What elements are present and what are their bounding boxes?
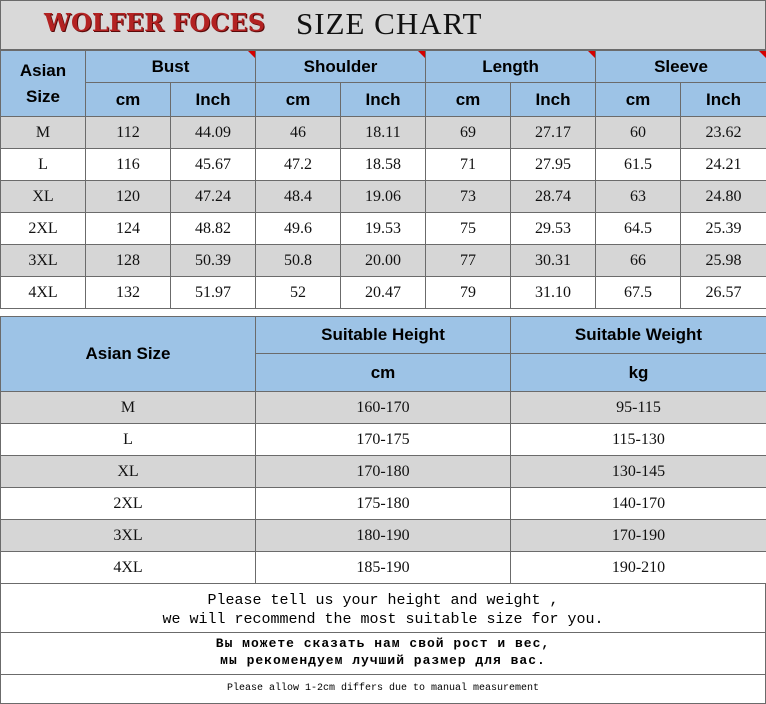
table-row [1, 392, 766, 424]
weight-unit-header: kg [511, 354, 766, 392]
value-cell: 25.39 [681, 213, 766, 245]
table-row [1, 117, 766, 149]
value-cell: 27.95 [511, 149, 596, 181]
weight-cell: 115-130 [511, 424, 766, 456]
weight-cell: 140-170 [511, 488, 766, 520]
value-cell: 67.5 [596, 277, 681, 309]
page-title: SIZE CHART [296, 6, 483, 41]
value-cell: 48.4 [256, 181, 341, 213]
value-cell: 60 [596, 117, 681, 149]
height-cell: 170-175 [256, 424, 511, 456]
value-cell: 24.21 [681, 149, 766, 181]
value-cell: 45.67 [171, 149, 256, 181]
value-cell: 71 [426, 149, 511, 181]
size-cell: 3XL [1, 520, 256, 552]
disclaimer-note: Please allow 1-2cm differs due to manual measurement [226, 683, 540, 694]
value-cell: 18.58 [341, 149, 426, 181]
value-cell: 24.80 [681, 181, 766, 213]
weight-cell: 95-115 [511, 392, 766, 424]
value-cell: 124 [86, 213, 171, 245]
value-cell: 25.98 [681, 245, 766, 277]
value-cell: 47.24 [171, 181, 256, 213]
disclaimer-divider [0, 674, 766, 675]
value-cell: 66 [596, 245, 681, 277]
value-cell: 28.74 [511, 181, 596, 213]
unit-header: cm [596, 83, 681, 117]
value-cell: 64.5 [596, 213, 681, 245]
size-cell: L [1, 149, 86, 181]
weight-cell: 130-145 [511, 456, 766, 488]
asian-size-label: Asian Size [19, 60, 67, 106]
value-cell: 116 [86, 149, 171, 181]
shoulder-header: Shoulder [256, 51, 426, 83]
size-cell: 2XL [1, 213, 86, 245]
height-cell: 175-180 [256, 488, 511, 520]
value-cell: 69 [426, 117, 511, 149]
value-cell: 50.8 [256, 245, 341, 277]
note-russian-line1: Вы можете сказать нам свой рост и вес, [215, 636, 551, 651]
table-row [1, 520, 766, 552]
value-cell: 79 [426, 277, 511, 309]
size-cell: 2XL [1, 488, 256, 520]
table-row [1, 552, 766, 584]
value-cell: 18.11 [341, 117, 426, 149]
size-cell: M [1, 392, 256, 424]
value-cell: 51.97 [171, 277, 256, 309]
value-cell: 19.53 [341, 213, 426, 245]
brand-logo: WOLFER FOCES [44, 8, 266, 37]
size-cell: M [1, 117, 86, 149]
value-cell: 30.31 [511, 245, 596, 277]
fit-size-header: Asian Size [1, 317, 256, 392]
value-cell: 48.82 [171, 213, 256, 245]
size-cell: XL [1, 456, 256, 488]
height-cell: 185-190 [256, 552, 511, 584]
value-cell: 29.53 [511, 213, 596, 245]
size-cell: 4XL [1, 277, 86, 309]
height-cell: 180-190 [256, 520, 511, 552]
size-cell: XL [1, 181, 86, 213]
height-cell: 170-180 [256, 456, 511, 488]
suitable-height-header: Suitable Height [256, 317, 511, 354]
value-cell: 63 [596, 181, 681, 213]
unit-header: cm [426, 83, 511, 117]
value-cell: 120 [86, 181, 171, 213]
table-row [1, 488, 766, 520]
height-cell: 160-170 [256, 392, 511, 424]
value-cell: 46 [256, 117, 341, 149]
unit-header: cm [86, 83, 171, 117]
unit-header: Inch [171, 83, 256, 117]
value-cell: 112 [86, 117, 171, 149]
size-cell: 3XL [1, 245, 86, 277]
note-english-line2: we will recommend the most suitable size for you. [162, 611, 604, 628]
table-row [1, 245, 766, 277]
unit-header: Inch [511, 83, 596, 117]
size-cell: 4XL [1, 552, 256, 584]
table-row [1, 181, 766, 213]
value-cell: 75 [426, 213, 511, 245]
unit-header: Inch [681, 83, 766, 117]
value-cell: 50.39 [171, 245, 256, 277]
sleeve-header: Sleeve [596, 51, 766, 83]
value-cell: 49.6 [256, 213, 341, 245]
note-english-line1: Please tell us your height and weight , [207, 592, 559, 609]
value-cell: 20.00 [341, 245, 426, 277]
asian-size-header [1, 51, 86, 117]
value-cell: 128 [86, 245, 171, 277]
bust-header: Bust [86, 51, 256, 83]
table-row [1, 277, 766, 309]
value-cell: 20.47 [341, 277, 426, 309]
value-cell: 73 [426, 181, 511, 213]
measurement-table [0, 50, 766, 309]
table-row [1, 213, 766, 245]
weight-cell: 170-190 [511, 520, 766, 552]
note-russian-line2: мы рекомендуем лучший размер для вас. [220, 653, 546, 668]
value-cell: 23.62 [681, 117, 766, 149]
table-row [1, 149, 766, 181]
table-row [1, 456, 766, 488]
value-cell: 27.17 [511, 117, 596, 149]
suitable-weight-header: Suitable Weight [511, 317, 766, 354]
value-cell: 19.06 [341, 181, 426, 213]
height-unit-header: cm [256, 354, 511, 392]
length-header: Length [426, 51, 596, 83]
value-cell: 77 [426, 245, 511, 277]
value-cell: 132 [86, 277, 171, 309]
value-cell: 52 [256, 277, 341, 309]
value-cell: 31.10 [511, 277, 596, 309]
table-row [1, 424, 766, 456]
unit-header: Inch [341, 83, 426, 117]
unit-header: cm [256, 83, 341, 117]
value-cell: 44.09 [171, 117, 256, 149]
value-cell: 47.2 [256, 149, 341, 181]
value-cell: 61.5 [596, 149, 681, 181]
size-cell: L [1, 424, 256, 456]
notes-divider [0, 632, 766, 633]
fit-table [0, 316, 766, 584]
weight-cell: 190-210 [511, 552, 766, 584]
value-cell: 26.57 [681, 277, 766, 309]
